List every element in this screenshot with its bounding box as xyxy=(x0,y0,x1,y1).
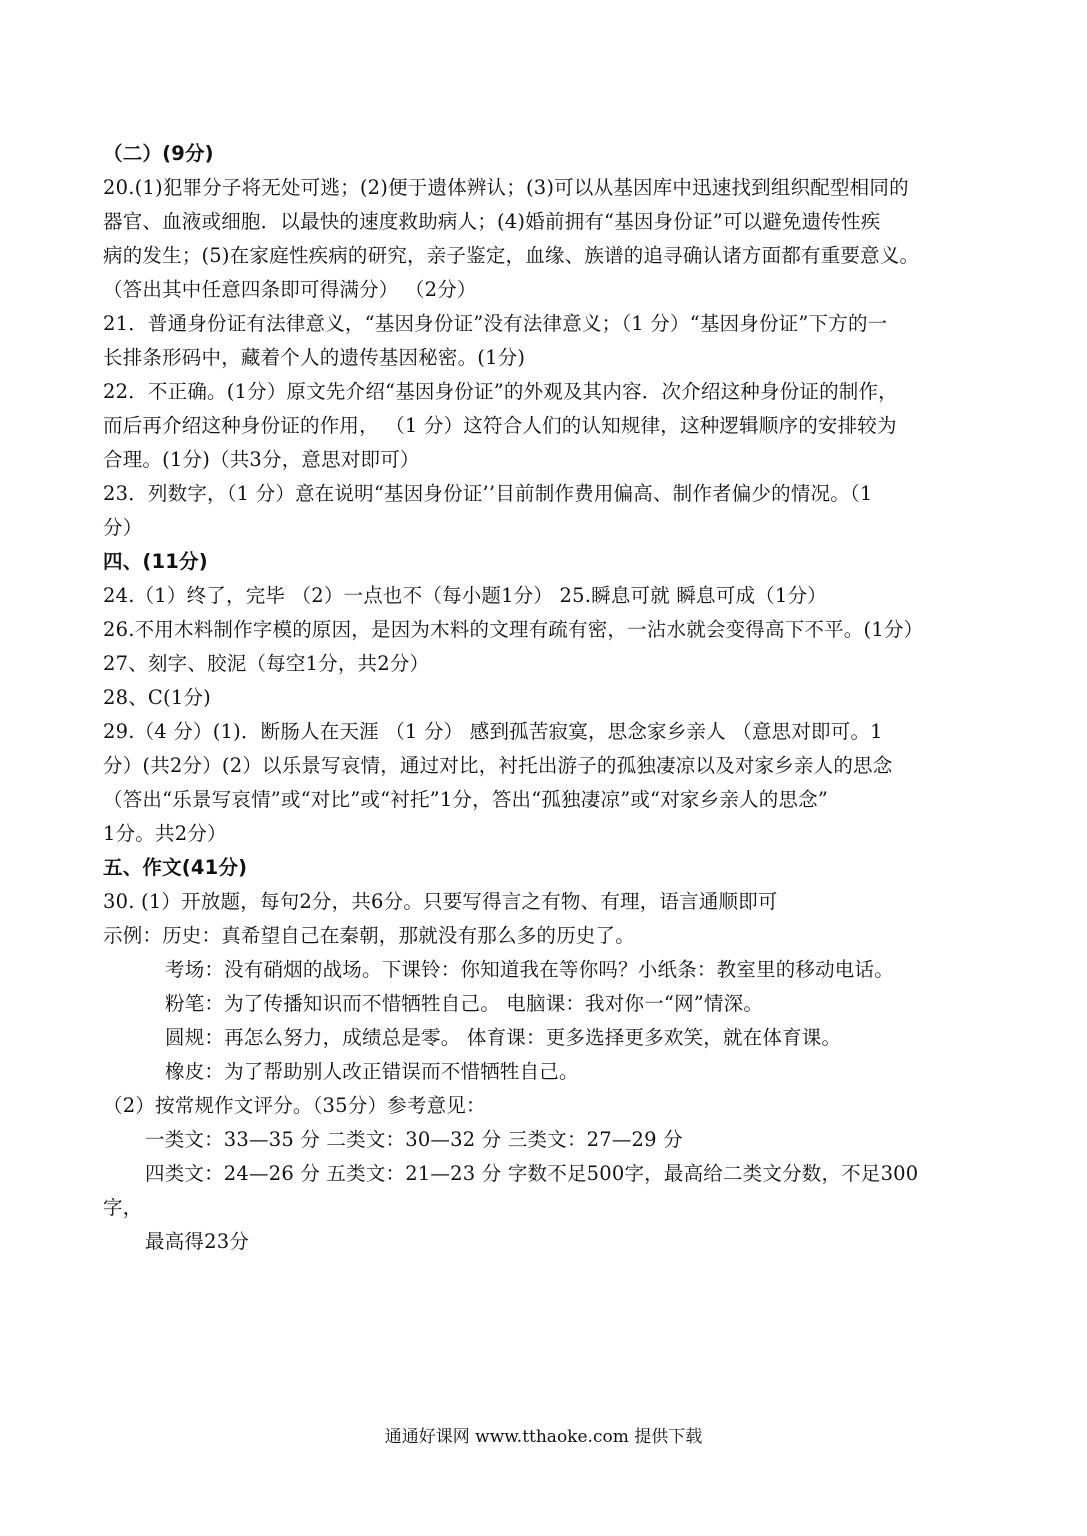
answer-22-line-2: 而后再介绍这种身份证的作用， （1 分）这符合人们的认知规律，这种逻辑顺序的安排较为 xyxy=(103,414,897,437)
answer-28: 28、C(1分) xyxy=(103,686,211,709)
answer-21-line-1: 21．普通身份证有法律意义，“基因身份证”没有法律意义；（1 分）“基因身份证”下方的一 xyxy=(103,312,888,335)
grading-line-2: 四类文：24—26 分 五类文：21—23 分 字数不足500字，最高给二类文分数，不足300 xyxy=(145,1162,919,1185)
answer-30-part-2: （2）按常规作文评分。（35分）参考意见： xyxy=(103,1094,486,1117)
answer-29-line-1: 29.（4 分）(1)．断肠人在天涯 （1 分） 感到孤苦寂寞，思念家乡亲人 （意思对即可。1 xyxy=(103,720,883,743)
answer-29-line-2: 分）(共2分）(2）以乐景写哀情，通过对比，衬托出游子的孤独凄凉以及对家乡亲人的思念 xyxy=(103,754,893,777)
answer-24-25: 24.（1）终了，完毕 （2）一点也不（每小题1分） 25.瞬息可就 瞬息可成（1分） xyxy=(103,584,827,607)
answer-20-line-1: 20.(1)犯罪分子将无处可逃；(2)便于遗体辨认；(3)可以从基因库中迅速找到组织配型相同的 xyxy=(103,176,909,199)
answer-27: 27、刻字、胶泥（每空1分，共2分） xyxy=(103,652,430,675)
answer-21-line-2: 长排条形码中，藏着个人的遗传基因秘密。(1分) xyxy=(103,346,526,369)
example-line-3: 粉笔：为了传播知识而不惜牺牲自己。 电脑课：我对你一“网”情深。 xyxy=(165,992,764,1015)
section-heading-2: （二）(9分) xyxy=(103,142,214,165)
answer-26: 26.不用木料制作字模的原因，是因为木料的文理有疏有密，一沾水就会变得高下不平。(1分） xyxy=(103,618,924,641)
section-heading-5: 五、作文(41分) xyxy=(103,856,248,879)
page-footer: 通通好课网 www.tthaoke.com 提供下载 xyxy=(384,1427,703,1447)
answer-20-line-3: 病的发生；(5)在家庭性疾病的研究，亲子鉴定，血缘、族谱的追寻确认诸方面都有重要意义。 xyxy=(103,244,920,267)
grading-line-1: 一类文：33—35 分 二类文：30—32 分 三类文：27—29 分 xyxy=(145,1128,683,1151)
answer-23-line-2: 分） xyxy=(103,516,143,539)
section-heading-4: 四、(11分) xyxy=(103,550,208,573)
answer-20-line-2: 器官、血液或细胞．以最快的速度救助病人；(4)婚前拥有“基因身份证”可以避免遗传性疾 xyxy=(103,210,881,233)
answer-20-line-4: （答出其中任意四条即可得满分） （2分） xyxy=(103,278,477,301)
answer-29-line-3: （答出“乐景写哀情”或“对比”或“衬托”1分，答出“孤独凄凉”或“对家乡亲人的思念” xyxy=(103,788,828,811)
example-line-2: 考场：没有硝烟的战场。下课铃：你知道我在等你吗？小纸条：教室里的移动电话。 xyxy=(165,958,894,981)
grading-line-3: 字， xyxy=(103,1196,143,1219)
example-line-4: 圆规：再怎么努力，成绩总是零。 体育课：更多选择更多欢笑，就在体育课。 xyxy=(165,1026,842,1049)
answer-30-part-1: 30. (1）开放题，每句2分，共6分。只要写得言之有物、有理，语言通顺即可 xyxy=(103,890,778,913)
example-line-1: 示例：历史：真希望自己在秦朝，那就没有那么多的历史了。 xyxy=(103,924,635,947)
grading-line-4: 最高得23分 xyxy=(145,1230,250,1253)
answer-29-line-4: 1分。共2分） xyxy=(103,822,227,845)
answer-22-line-3: 合理。(1分)（共3分，意思对即可） xyxy=(103,448,420,471)
answer-22-line-1: 22．不正确。(1分）原文先介绍“基因身份证”的外观及其内容．次介绍这种身份证的制作， xyxy=(103,380,898,403)
answer-23-line-1: 23．列数字，（1 分）意在说明“基因身份证’’目前制作费用偏高、制作者偏少的情况。（1 xyxy=(103,482,873,505)
example-line-5: 橡皮：为了帮助别人改正错误而不惜牺牲自己。 xyxy=(165,1060,579,1083)
